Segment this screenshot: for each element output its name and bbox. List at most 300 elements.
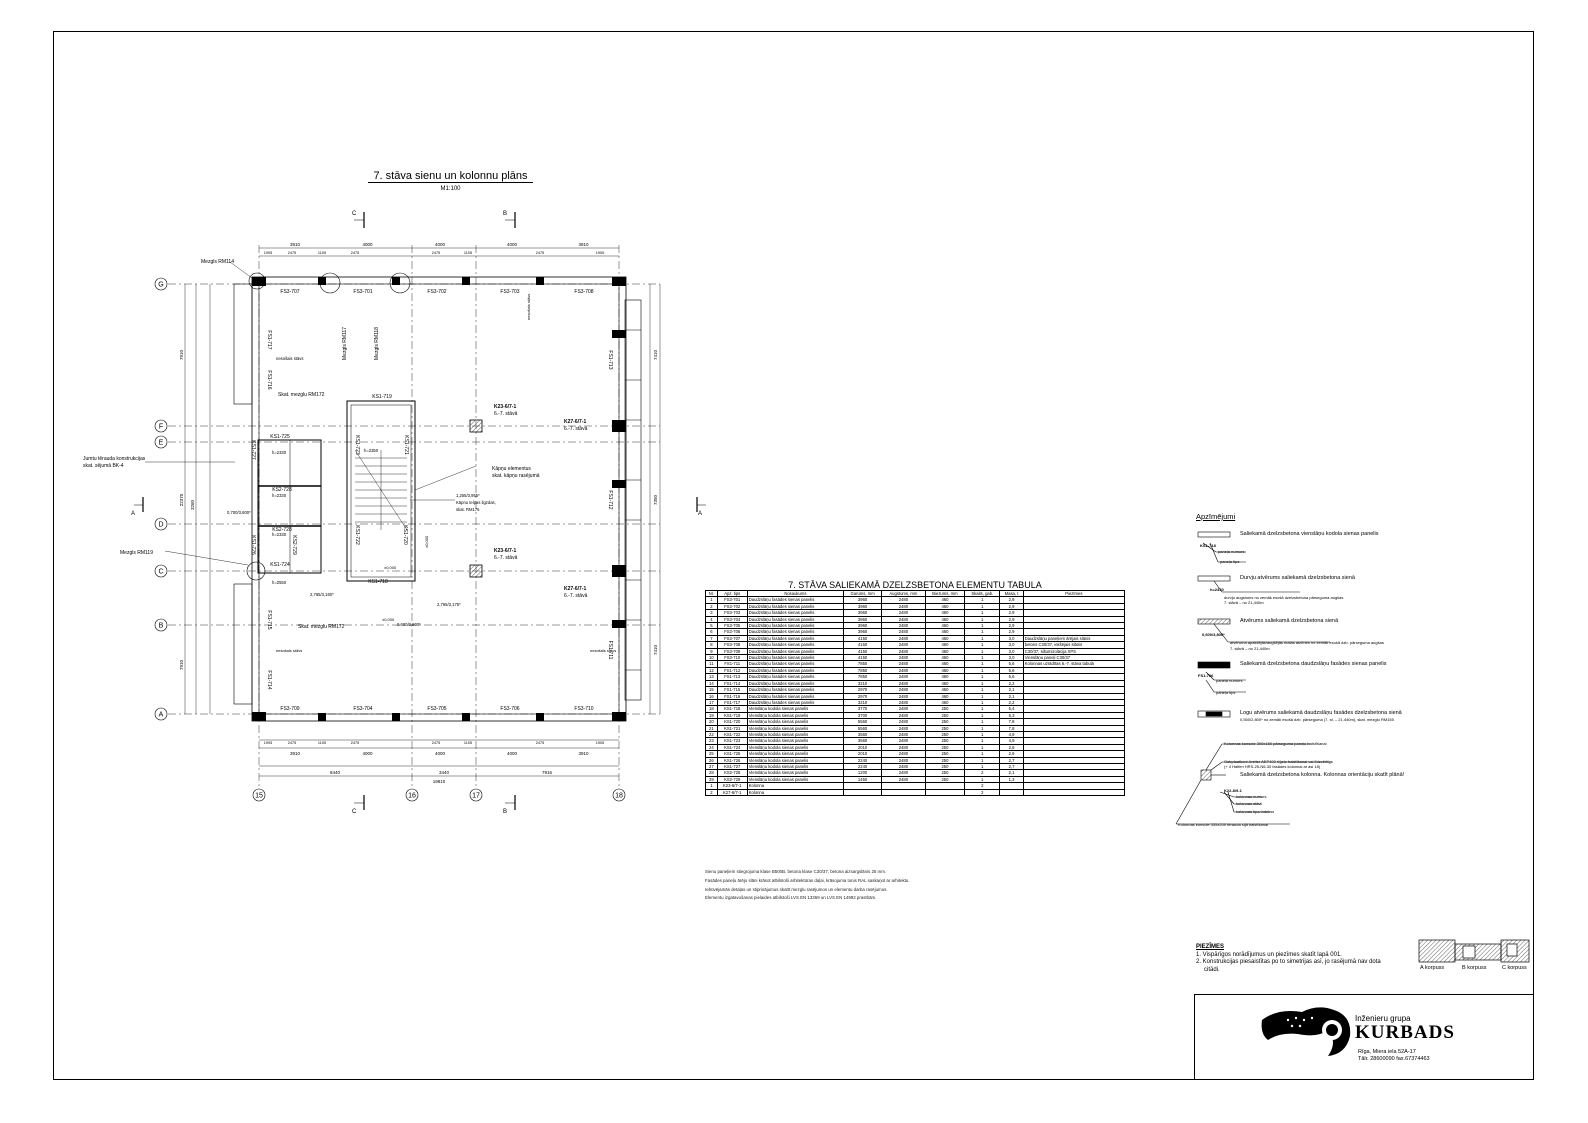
dimension-subtext: 2475	[350, 251, 360, 255]
table-cell: Daudzslāņu fasādes sienas panelis	[747, 680, 843, 686]
dimension-text: 4000	[362, 242, 373, 247]
column-label: K27-6/7-1	[564, 419, 587, 425]
table-cell: 2480	[882, 687, 925, 693]
section-mark: B	[503, 809, 508, 815]
table-cell: 1	[965, 699, 1000, 705]
table-cell: 2970	[844, 687, 882, 693]
table-cell: 22	[706, 731, 718, 737]
table-cell: 1	[965, 667, 1000, 673]
table-cell: 1	[965, 597, 1000, 603]
column-label: K23-6/7-1	[494, 404, 517, 410]
table-cell: Vienslāņu kodola sienas panelis	[747, 770, 843, 776]
company-group: Inženieru grupa	[1355, 1014, 1411, 1023]
table-cell: 2480	[882, 655, 925, 661]
dimension-text: 4000	[362, 751, 373, 756]
panel-label: FS1-714	[266, 670, 272, 690]
table-cell: 1	[965, 706, 1000, 712]
legend-item-text: Saliekamā dzelzsbetona kolonna. Kolonnas orientāciju skatīt plānā!	[1240, 772, 1405, 778]
table-cell: FS3-705	[717, 623, 747, 629]
table-cell: 1	[965, 744, 1000, 750]
dimension-subtext: 2475	[535, 741, 545, 745]
table-cell: 2480	[882, 744, 925, 750]
table-cell: 250	[925, 770, 965, 776]
legend-item-text: Logu atvērums saliekamā daudzslāņu fasādes dzelzsbetona sienā	[1240, 710, 1402, 716]
table-cell: 7850	[844, 661, 882, 667]
table-cell: Daudzslāņu fasādes sienas panelis	[747, 616, 843, 622]
section-mark: B	[503, 211, 508, 217]
table-cell: 2010	[844, 751, 882, 757]
table-cell: 1	[965, 731, 1000, 737]
table-cell: 460	[925, 687, 965, 693]
table-cell: 1	[965, 680, 1000, 686]
panel-label: FS1-713	[607, 350, 613, 370]
table-cell: 7850	[844, 667, 882, 673]
legend-item-subtext: Kolonnas konsole 335x200 tērauda sijā balstīšanai	[1178, 822, 1269, 827]
section-mark: A	[698, 511, 703, 517]
table-cell: 460	[925, 623, 965, 629]
table-cell: 1	[965, 623, 1000, 629]
core-panel-label: KS1-726	[250, 535, 256, 555]
callout-text: h=2350	[364, 448, 379, 453]
dimension-subtext: 1105	[463, 251, 473, 255]
table-cell: 5560	[844, 725, 882, 731]
table-cell: 10	[706, 655, 718, 661]
table-header-cell: Piezīmes	[1023, 591, 1124, 597]
table-cell: 3960	[844, 623, 882, 629]
table-cell: 250	[925, 751, 965, 757]
legend-item-text: Durvju atvērums saliekamā dzelzsbetona sienā	[1240, 575, 1355, 581]
core-panel-label: KS1-727	[250, 440, 256, 460]
table-cell: 5,6	[1000, 674, 1023, 680]
table-cell: 2240	[844, 763, 882, 769]
legend-item-tag: KS1-718	[1200, 543, 1216, 548]
table-cell: 2,1	[1000, 687, 1023, 693]
table-header-cell: Garums, mm	[844, 591, 882, 597]
core-panel-label: KS1-718	[368, 579, 388, 585]
legend-item-tag: K22-8/9-1	[1224, 788, 1242, 793]
table-cell: 4,9	[1000, 738, 1023, 744]
table-cell: 3960	[844, 629, 882, 635]
table-cell: 2,9	[1000, 616, 1023, 622]
table-cell: 460	[925, 603, 965, 609]
table-cell: KS1-718	[717, 706, 747, 712]
table-cell: 13	[706, 674, 718, 680]
callout-text: h=2330	[272, 493, 287, 498]
table-cell: KS1-723	[717, 738, 747, 744]
table-cell: Daudzslāņu fasādes sienas panelis	[747, 642, 843, 648]
table-cell: 2970	[844, 693, 882, 699]
height-mark: ±0,000	[384, 565, 397, 570]
table-cell: 460	[925, 674, 965, 680]
core-panel-label: KS1-720	[402, 525, 408, 545]
table-cell: 460	[925, 642, 965, 648]
table-cell: FS3-701	[717, 597, 747, 603]
table-cell: 250	[925, 763, 965, 769]
core-panel-label: KS2-728	[272, 487, 292, 493]
table-cell: KS1-721	[717, 725, 747, 731]
callout-text: Skat. mezglu RM172	[298, 624, 345, 630]
table-cell: 2480	[882, 674, 925, 680]
callout-text: h=2330	[272, 532, 287, 537]
dimension-text: 3910	[578, 242, 589, 247]
table-cell: 17	[706, 699, 718, 705]
table-cell: 5,4	[1000, 706, 1023, 712]
table-cell: 8	[706, 642, 718, 648]
table-cell: 2480	[882, 629, 925, 635]
table-cell: 2480	[882, 603, 925, 609]
phone-line: Tālr. 28600090 fax.67374463	[1358, 1055, 1430, 1062]
company-name: KURBADS	[1355, 1022, 1455, 1043]
section-mark: C	[352, 809, 357, 815]
table-cell: FS1-717	[717, 699, 747, 705]
dimension-text: 3910	[289, 751, 301, 756]
panel-label: FS3-706	[500, 706, 520, 712]
table-cell: 4150	[844, 642, 882, 648]
table-cell: 3560	[844, 731, 882, 737]
table-cell: 250	[925, 731, 965, 737]
dimension-text: 4000	[506, 242, 518, 247]
table-cell: 18	[706, 706, 718, 712]
table-cell: FS1-713	[717, 674, 747, 680]
table-cell: 460	[925, 616, 965, 622]
notes-heading: PIEZĪMES	[1196, 944, 1225, 950]
table-cell: Vienslāņu kodola sienas panelis	[747, 706, 843, 712]
table-cell: KS1-727	[717, 763, 747, 769]
table-cell: K27-6/7-1	[717, 789, 747, 795]
callout-text: 1,255/3,955*	[456, 493, 480, 498]
core-panel-label: KS1-719	[372, 394, 392, 400]
table-cell: Daudzslāņu fasādes sienas panelis	[747, 635, 843, 641]
table-cell: 460	[925, 693, 965, 699]
legend-item-subtext: 7. stāvā – no 21,440m	[1230, 646, 1270, 651]
panel-label: FS3-705	[427, 706, 447, 712]
table-cell: FS3-707	[717, 635, 747, 641]
callout-text: 2,765/3,175*	[437, 602, 461, 607]
note-line: 1. Vispārīgos norādījumus un piezīmes skatīt lapā 001.	[1196, 951, 1342, 958]
table-cell: Daudzslāņu fasādes sienas panelis	[747, 661, 843, 667]
legend-item-subtext: 7. stāvā – no 21,440m	[1224, 600, 1264, 605]
table-cell: 19	[706, 712, 718, 718]
dimension-subtext: 1905	[263, 251, 273, 255]
table-cell: 1	[965, 776, 1000, 782]
table-remark-cell: Vienslāņu paneļi C30/37	[1023, 655, 1124, 661]
table-cell: 7850	[844, 674, 882, 680]
table-cell: KS1-722	[717, 731, 747, 737]
table-cell: Vienslāņu kodola sienas panelis	[747, 731, 843, 737]
table-cell: KS1-725	[717, 751, 747, 757]
legend-item-tag: FS1-706	[1198, 673, 1214, 678]
legend-item-tag: 0,600/3,800*	[1202, 632, 1225, 637]
panel-label: FS3-707	[280, 289, 300, 295]
table-cell: FS1-716	[717, 693, 747, 699]
panel-label: FS1-715	[266, 610, 272, 630]
callout-text: Kāpnu telpas ligzdas,	[456, 500, 496, 505]
table-cell: 250	[925, 776, 965, 782]
legend-item-text: Saliekamā dzelzsbetona daudzslāņu fasādes sienas panelis	[1240, 661, 1387, 667]
table-cell: 1	[965, 738, 1000, 744]
callout-text: nesošais stāvs	[276, 648, 303, 653]
grid-axis-B-label: B	[158, 622, 164, 630]
table-cell: 1	[965, 661, 1000, 667]
table-cell: 4150	[844, 655, 882, 661]
legend-item-subtext: paneļa tips	[1216, 690, 1236, 695]
dimension-subtext: 2475	[431, 741, 441, 745]
table-cell: 3960	[844, 603, 882, 609]
table-cell: 25	[706, 751, 718, 757]
table-cell: 460	[925, 655, 965, 661]
grid-axis-17-label: 17	[472, 792, 480, 800]
table-cell: 12	[706, 667, 718, 673]
legend-item-subtext: atvēruma apakšējās/augšējās malas atzīmes no zemāk esošā dzb. pārseguma augšas	[1230, 640, 1384, 645]
table-cell: 250	[925, 725, 965, 731]
note-line: 2. Konstrukcijas piesaistītas po to simetrijas asī, jo rasējumā nav dota	[1196, 959, 1381, 965]
table-cell: 460	[925, 661, 965, 667]
table-cell: 2,1	[1000, 693, 1023, 699]
table-cell: 3,0	[1000, 642, 1023, 648]
table-cell: 1	[965, 751, 1000, 757]
table-cell: FS3-706	[717, 629, 747, 635]
table-header-cell: Apz. tips	[717, 591, 747, 597]
table-cell: 15	[706, 687, 718, 693]
table-cell: 7,8	[1000, 719, 1023, 725]
table-remark-cell: C30/37, siltumizolācija XPS	[1023, 648, 1124, 654]
table-cell: 1	[965, 719, 1000, 725]
table-cell: Vienslāņu kodola sienas panelis	[747, 725, 843, 731]
table-cell: 2480	[882, 648, 925, 654]
table-cell: 250	[925, 712, 965, 718]
table-header-cell: Masa, t	[1000, 591, 1023, 597]
core-panel-label: KS1-722	[354, 525, 360, 545]
table-cell: Daudzslāņu fasādes sienas panelis	[747, 693, 843, 699]
table-cell: 16	[706, 693, 718, 699]
table-cell: 1	[965, 763, 1000, 769]
table-cell: 2,9	[1000, 610, 1023, 616]
table-cell: 29	[706, 776, 718, 782]
corpus-c-label: C korpuss	[1502, 965, 1527, 971]
panel-label: FS3-710	[574, 706, 594, 712]
table-cell: KS1-724	[717, 744, 747, 750]
table-cell: 1450	[844, 776, 882, 782]
table-remark-cell: Kolonnas uzrādītas 6.-7. stāva tabulā	[1023, 661, 1124, 667]
table-cell: 2	[706, 603, 718, 609]
callout-text: nesošais stāvs	[590, 648, 617, 653]
table-cell: 3210	[844, 680, 882, 686]
core-panel-label: KS1-723	[354, 435, 360, 455]
dimension-subtext: 1905	[595, 251, 605, 255]
table-cell: 2480	[882, 623, 925, 629]
table-cell: 1	[965, 757, 1000, 763]
table-cell: Vienslāņu kodola sienas panelis	[747, 757, 843, 763]
table-cell: 3960	[844, 597, 882, 603]
company-address	[1358, 1049, 1430, 1062]
table-cell: 2480	[882, 610, 925, 616]
table-cell: 2480	[882, 770, 925, 776]
note-line: citādi.	[1204, 966, 1220, 973]
table-cell: 2,6	[1000, 744, 1023, 750]
corpus-b-label: B korpuss	[1462, 965, 1487, 971]
legend-item-subtext: kolonnas tipa indekss	[1236, 809, 1275, 814]
table-cell: Daudzslāņu fasādes sienas panelis	[747, 674, 843, 680]
dimension-text: 22370	[179, 493, 184, 507]
table-cell: 1	[706, 597, 718, 603]
table-cell: 2480	[882, 635, 925, 641]
panel-label: FS1-712	[607, 490, 613, 510]
table-cell: Daudzslāņu fasādes sienas panelis	[747, 629, 843, 635]
legend-item-subtext: paneļa numurs	[1218, 549, 1245, 554]
callout-text: 2,765/3,160*	[310, 592, 334, 597]
plan-scale: M1:100	[440, 186, 461, 192]
legend-item-subtext: Kolonnas konsole 300x150 pārseguma paneļu balstīšanai	[1224, 741, 1327, 746]
table-cell: 3960	[844, 616, 882, 622]
table-cell: 3560	[844, 738, 882, 744]
table-cell: 28	[706, 770, 718, 776]
table-cell: 1	[706, 783, 718, 789]
legend-item-subtext: kolonnas stāvi	[1236, 801, 1262, 806]
table-cell: Daudzslāņu fasādes sienas panelis	[747, 610, 843, 616]
table-cell: FS1-715	[717, 687, 747, 693]
core-panel-label: KS1-724	[270, 562, 290, 568]
table-cell: KS2-729	[717, 776, 747, 782]
dimension-text: 8440	[329, 770, 341, 775]
plan-title: 7. stāva sienu un kolonnu plāns	[368, 170, 533, 183]
legend-item-subtext: kolonnas numurs	[1236, 794, 1267, 799]
table-cell: 1	[965, 687, 1000, 693]
table-remark-cell: Daudzslāņu paneļiem ārējais slānis	[1023, 635, 1124, 641]
table-cell: 3	[706, 610, 718, 616]
table-cell: FS1-714	[717, 680, 747, 686]
table-cell: 2	[706, 789, 718, 795]
table-cell: 2,2	[1000, 680, 1023, 686]
legend-item-subtext: Ostrplaatkoni Areiter AEP400 rīģeļu balstīšanai vai līdzvērtīgs	[1224, 759, 1333, 764]
table-note: Iebūvējamās detaļas un stiprinājumus skatīt mezglu rasējumos un elementu darba rasējumos.	[705, 886, 888, 892]
table-cell: 2480	[882, 751, 925, 757]
legend-item-subtext: durvju augstums no zemāk esošā dzelzsbetona pārseguma augšas	[1224, 595, 1344, 600]
table-cell: 14	[706, 680, 718, 686]
table-cell: Daudzslāņu fasādes sienas panelis	[747, 603, 843, 609]
table-cell: Daudzslāņu fasādes sienas panelis	[747, 667, 843, 673]
table-cell: 2480	[882, 731, 925, 737]
dimension-text: 7350	[653, 494, 658, 506]
table-cell: 3,0	[1000, 635, 1023, 641]
table-cell: 1	[965, 629, 1000, 635]
table-cell: Vienslāņu kodola sienas panelis	[747, 738, 843, 744]
table-cell: 1	[965, 674, 1000, 680]
table-cell: 250	[925, 757, 965, 763]
dimension-subtext: 1105	[317, 251, 327, 255]
table-cell: FS3-704	[717, 616, 747, 622]
grid-axis-D-label: D	[158, 521, 164, 529]
table-cell: Vienslāņu kodola sienas panelis	[747, 763, 843, 769]
panel-label: FS3-709	[280, 706, 300, 712]
grid-axis-F-label: F	[158, 423, 164, 431]
core-panel-label: KS1-725	[270, 434, 290, 440]
company-logo	[1258, 1000, 1358, 1062]
table-cell: K23-6/7-1	[717, 783, 747, 789]
table-cell: Daudzslāņu fasādes sienas panelis	[747, 699, 843, 705]
panel-label: FS1-716	[266, 370, 272, 390]
table-cell: Daudzslāņu fasādes sienas panelis	[747, 648, 843, 654]
table-cell: 4150	[844, 648, 882, 654]
callout-text: 0,700/3,600*	[227, 510, 251, 515]
table-header-cell: Skaits, gab.	[965, 591, 1000, 597]
legend-item-subtext: 0,550/2,800* no zemāk esošā dzb. pārseguma (7. st. – 21,440m), skat. mezglu RM155	[1240, 717, 1394, 722]
callout-text: Jumtu tērauda konstrukcijas	[83, 456, 146, 462]
dimension-text: 3910	[289, 242, 301, 247]
table-note: Elementu izgatavošanas pielaides atbilstoši LVS EN 13369 un LVS EN 14992 prasībām.	[705, 895, 877, 901]
table-cell: 2480	[882, 776, 925, 782]
table-cell: 1	[965, 725, 1000, 731]
table-cell: 5,6	[1000, 667, 1023, 673]
dimension-subtext: 2475	[535, 251, 545, 255]
table-cell: 2	[965, 789, 1000, 795]
dimension-subtext: 2475	[287, 741, 297, 745]
table-cell: 1	[965, 610, 1000, 616]
table-cell: 250	[925, 744, 965, 750]
callout-text: skat. sējumā BK-4	[83, 463, 124, 469]
table-cell: Kolonna	[747, 783, 843, 789]
height-mark: ±0,000	[382, 617, 395, 622]
legend-item-subtext: paneļa tips	[1220, 559, 1240, 564]
table-cell: 4,9	[1000, 731, 1023, 737]
table-cell: 2,6	[1000, 751, 1023, 757]
dimension-subtext: 1105	[463, 741, 473, 745]
legend-item-tag: h=2330	[1210, 587, 1224, 592]
table-cell: 2480	[882, 725, 925, 731]
legend-item-subtext: paneļa numurs	[1216, 678, 1243, 683]
corpus-a-label: A korpuss	[1420, 965, 1445, 971]
table-cell: FS3-708	[717, 642, 747, 648]
table-cell: 2,9	[1000, 623, 1023, 629]
column-label: 6.-7. stāvā	[564, 426, 588, 432]
table-cell: 2480	[882, 757, 925, 763]
callout-text: Kāpņu elementus	[492, 466, 531, 472]
column-label: K27-6/7-1	[564, 586, 587, 592]
table-cell: KS1-719	[717, 712, 747, 718]
table-cell: 3,0	[1000, 648, 1023, 654]
table-cell: 2480	[882, 597, 925, 603]
table-cell: 1	[965, 712, 1000, 718]
table-cell: KS1-726	[717, 757, 747, 763]
grid-axis-E-label: E	[158, 439, 164, 447]
dimension-text: 7410	[653, 349, 658, 361]
panel-label: FS3-701	[353, 289, 373, 295]
callout-text: nesošais stāvs	[276, 356, 304, 361]
column-label: 6.-7. stāvā	[564, 593, 588, 599]
table-cell: 2480	[882, 616, 925, 622]
table-note: Fasādes paneļu ārējo slāni krāsot atbilstoši arhitektūras daļai, krāsojuma tonis RAL saskaņot ar arhitektu.	[705, 877, 910, 883]
column-label: K23-6/7-1	[494, 548, 517, 554]
address-line: Rīga, Miera iela 52A-17	[1358, 1049, 1416, 1055]
table-cell: 2480	[882, 680, 925, 686]
table-cell: 2480	[882, 667, 925, 673]
table-cell: 5,6	[1000, 661, 1023, 667]
table-cell: 2480	[882, 661, 925, 667]
legend-item-text: Atvērums saliekamā dzelzsbetona sienā	[1240, 618, 1339, 624]
dimension-text: 7410	[653, 644, 658, 656]
grid-axis-18-label: 18	[615, 792, 623, 800]
table-cell: 5,3	[1000, 712, 1023, 718]
legend-title: Apzīmējumi	[1196, 512, 1236, 521]
table-cell: 2480	[882, 699, 925, 705]
table-cell: 3210	[844, 699, 882, 705]
dimension-subtext: 1905	[595, 741, 605, 745]
table-cell: 7,8	[1000, 725, 1023, 731]
table-cell: Vienslāņu kodola sienas panelis	[747, 719, 843, 725]
legend-item-text: Saliekamā dzelzsbetona vienslāņu kodola sienas panelis	[1240, 531, 1379, 537]
column-label: 6.-7. stāvā	[494, 411, 518, 417]
height-mark: ±0,000	[424, 535, 429, 548]
dimension-text: 7916	[541, 770, 553, 775]
